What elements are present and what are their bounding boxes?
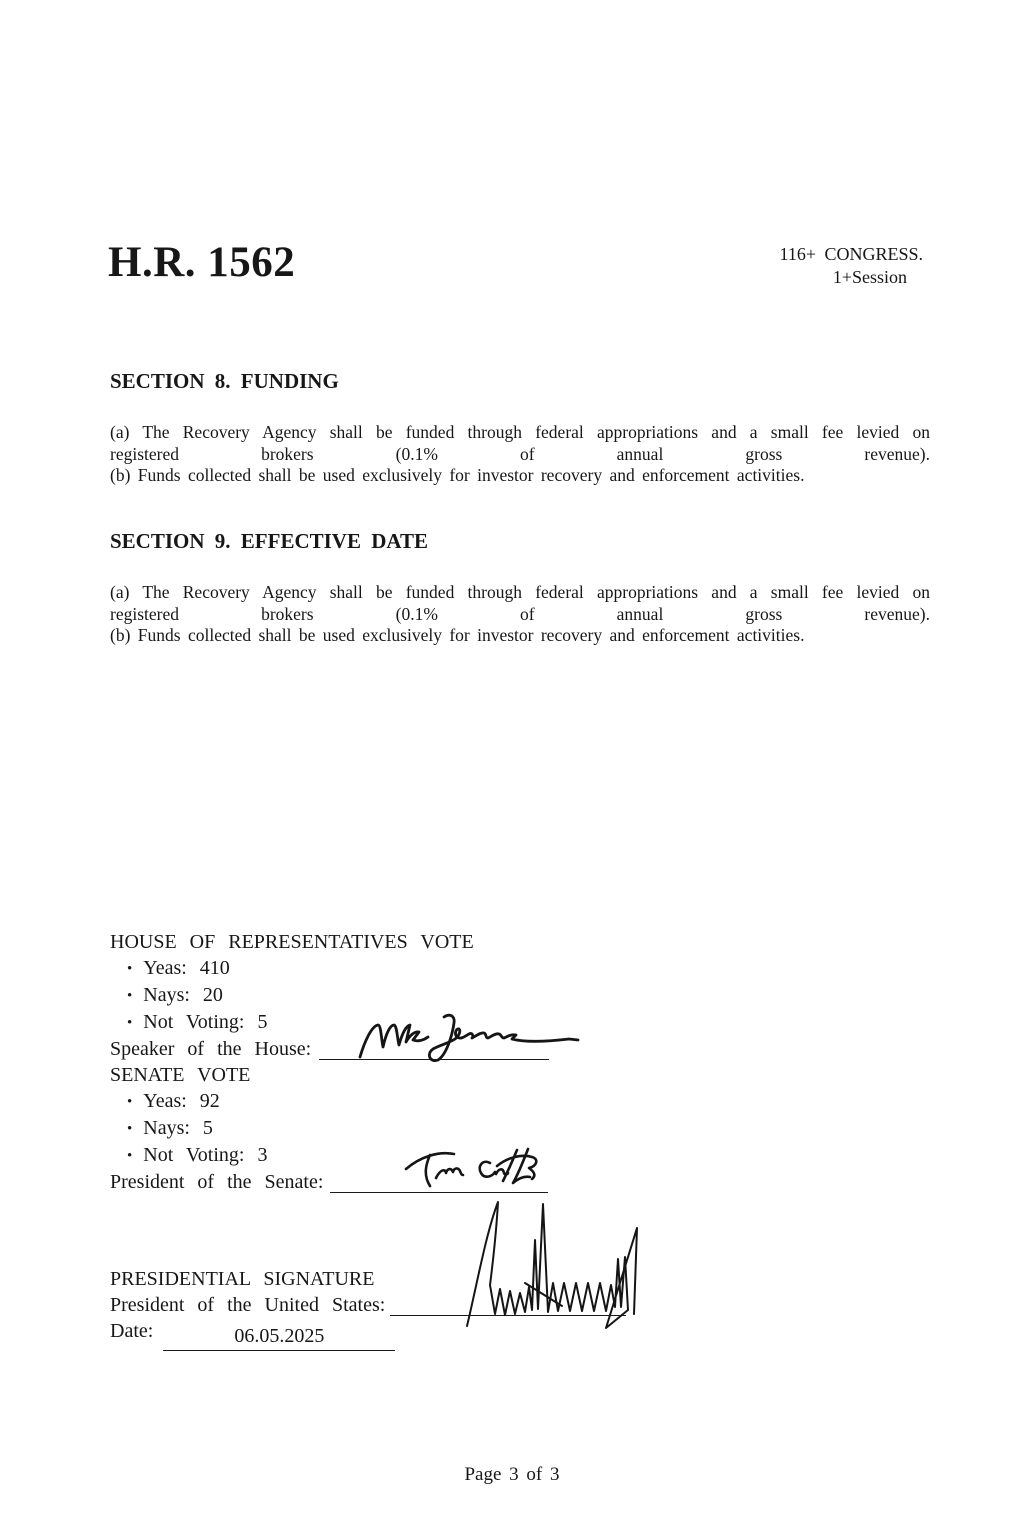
president-signature-label: President of the United States:: [110, 1294, 386, 1316]
house-yeas-item: • Yeas: 410: [110, 955, 549, 982]
section-8-body: [110, 422, 930, 487]
section-8-line-a1: (a) The Recovery Agency shall be funded through federal appropriations and a small fee levied on: [110, 422, 930, 442]
section-8-line-b: (b) Funds collected shall be used exclusively for investor recovery and enforcement activities.: [110, 465, 805, 486]
section-9-line-a1: (a) The Recovery Agency shall be funded through federal appropriations and a small fee levied on: [110, 582, 930, 602]
senate-not-voting-item: • Not Voting: 3: [110, 1142, 549, 1169]
senate-vote-heading: SENATE VOTE: [110, 1064, 251, 1086]
speaker-signature-row: [110, 1036, 549, 1062]
house-vote-heading: HOUSE OF REPRESENTATIVES VOTE: [110, 931, 474, 953]
session-line: 1+Session: [832, 267, 907, 287]
senate-yeas-item: • Yeas: 92: [110, 1088, 549, 1115]
date-label: Date:: [110, 1320, 154, 1342]
house-not-voting-item: • Not Voting: 5: [110, 1009, 549, 1036]
president-signature-row: [110, 1292, 626, 1318]
section-9-line-a2: registered brokers (0.1% of annual gross revenue).: [110, 603, 930, 624]
presidential-signature-heading: PRESIDENTIAL SIGNATURE: [110, 1268, 375, 1290]
page-number-footer: Page 3 of 3: [464, 1464, 560, 1485]
senate-president-signature-field: [330, 1173, 548, 1193]
section-9-line-b: (b) Funds collected shall be used exclusively for investor recovery and enforcement activities.: [110, 625, 805, 646]
page-title: H.R. 1562: [108, 239, 296, 286]
house-nays-item: • Nays: 20: [110, 982, 549, 1009]
senate-president-signature-label: President of the Senate:: [110, 1171, 324, 1193]
president-signature-field: [390, 1296, 626, 1316]
senate-nays-item: • Nays: 5: [110, 1115, 549, 1142]
senate-president-signature-row: [110, 1169, 549, 1195]
section-8-heading: SECTION 8. FUNDING: [110, 369, 339, 393]
presidential-block: [110, 1266, 626, 1351]
date-field: [163, 1323, 395, 1351]
date-value: 06.05.2025: [234, 1325, 325, 1347]
date-row: [110, 1318, 626, 1351]
section-9-body: [110, 582, 930, 647]
speaker-signature-label: Speaker of the House:: [110, 1038, 312, 1060]
votes-block: [110, 929, 549, 1195]
speaker-signature-field: [319, 1040, 549, 1060]
congress-session-block: [779, 243, 923, 289]
section-9-heading: SECTION 9. EFFECTIVE DATE: [110, 529, 429, 553]
congress-line: 116+ CONGRESS.: [779, 244, 923, 264]
section-8-line-a2: registered brokers (0.1% of annual gross revenue).: [110, 443, 930, 464]
